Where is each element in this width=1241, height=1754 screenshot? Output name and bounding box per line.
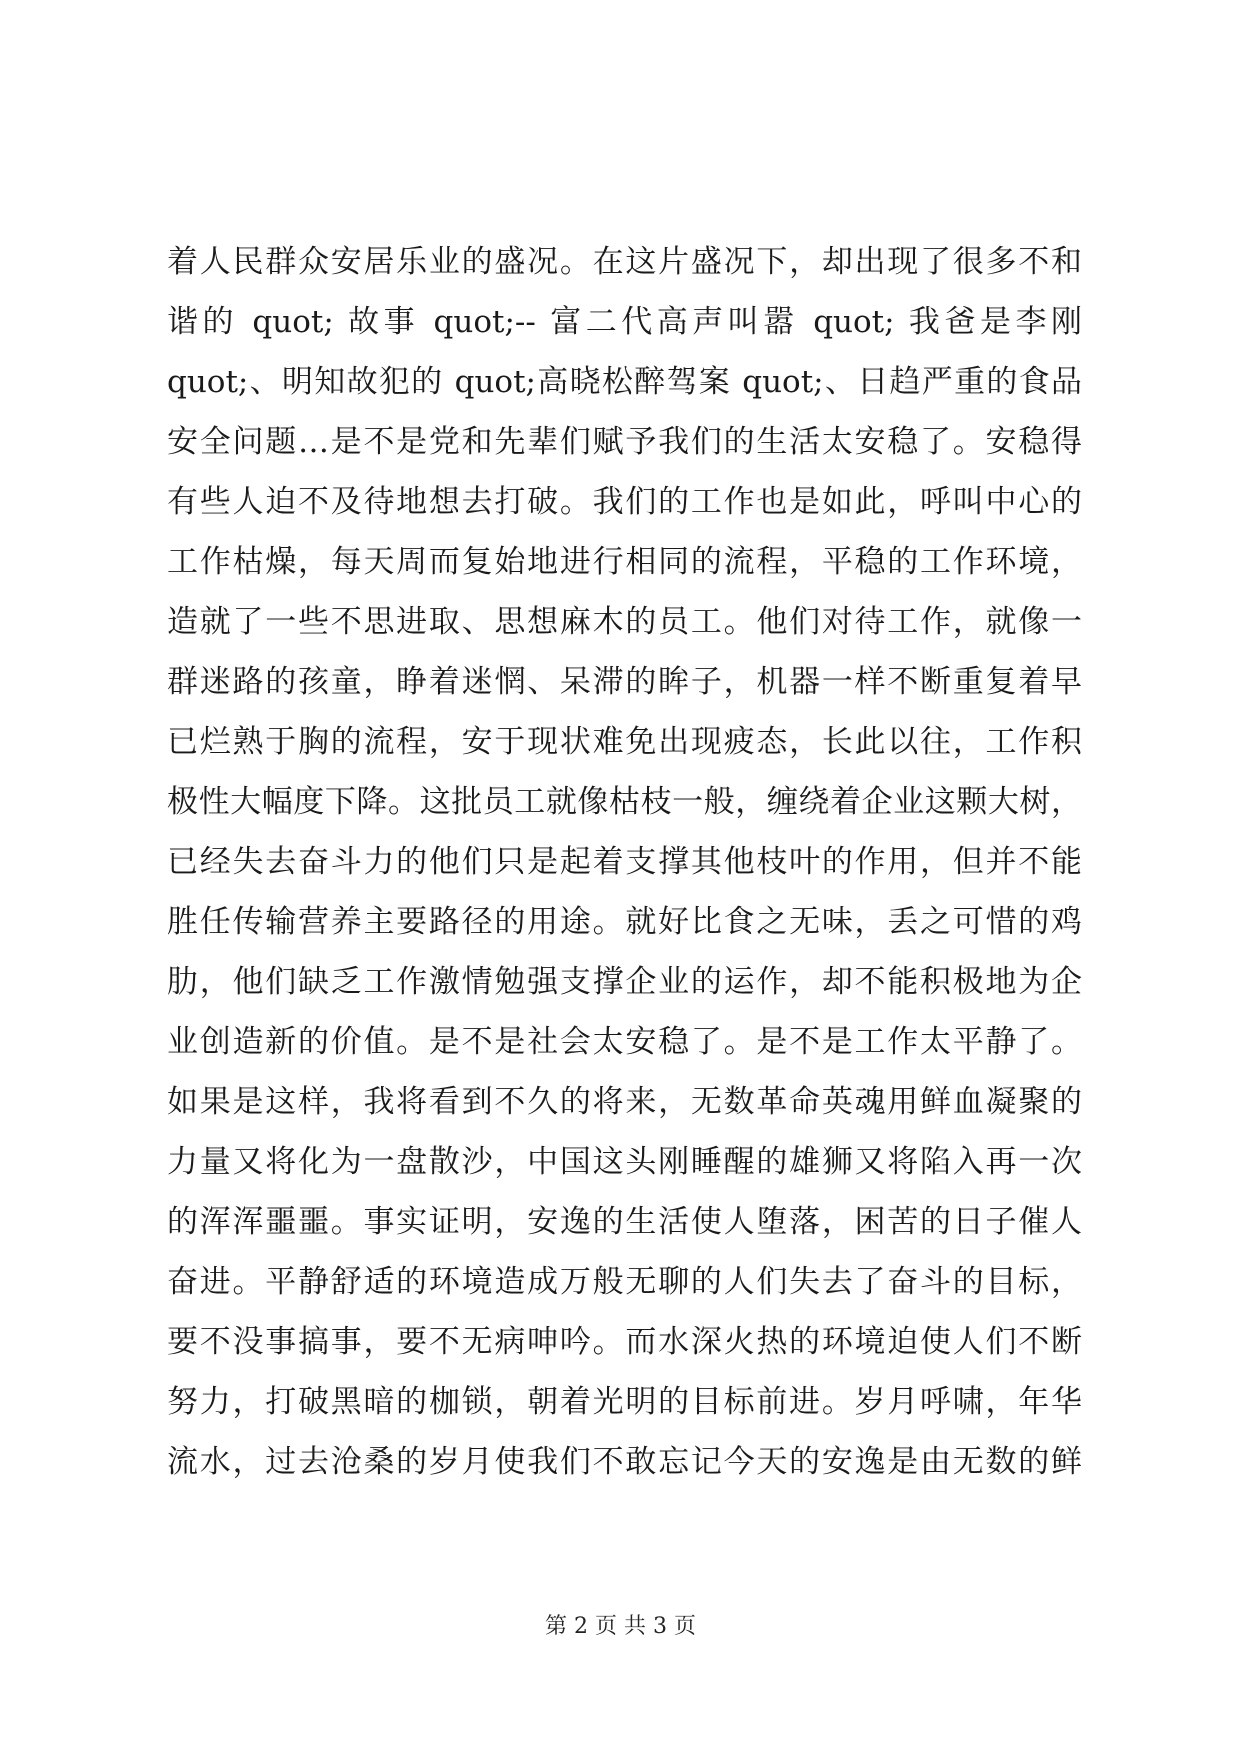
text-line: 有些人迫不及待地想去打破。我们的工作也是如此，呼叫中心的 [167, 484, 1082, 520]
text-line: 着人民群众安居乐业的盛况。在这片盛况下，却出现了很多不和 [167, 244, 1082, 280]
text-line: 力量又将化为一盘散沙，中国这头刚睡醒的雄狮又将陷入再一次 [167, 1144, 1082, 1180]
text-line: 胜任传输营养主要路径的用途。就好比食之无味，丢之可惜的鸡 [167, 904, 1082, 940]
text-line: 努力，打破黑暗的枷锁，朝着光明的目标前进。岁月呼啸，年华 [167, 1384, 1082, 1420]
body-text [167, 232, 1082, 1492]
text-line: 工作枯燥，每天周而复始地进行相同的流程，平稳的工作环境， [167, 544, 1082, 580]
text-line: 流水，过去沧桑的岁月使我们不敢忘记今天的安逸是由无数的鲜 [167, 1444, 1082, 1480]
text-line: 业创造新的价值。是不是社会太安稳了。是不是工作太平静了。 [167, 1024, 1082, 1060]
page-number-footer: 第 2 页 共 3 页 [545, 1614, 696, 1639]
text-line: 已烂熟于胸的流程，安于现状难免出现疲态，长此以往，工作积 [167, 724, 1082, 760]
text-line: 造就了一些不思进取、思想麻木的员工。他们对待工作，就像一 [167, 604, 1082, 640]
text-line: quot;、明知故犯的 quot;高晓松醉驾案 quot;、日趋严重的食品 [167, 364, 1082, 400]
text-line: 已经失去奋斗力的他们只是起着支撑其他枝叶的作用，但并不能 [167, 844, 1082, 880]
text-line: 群迷路的孩童，睁着迷惘、呆滞的眸子，机器一样不断重复着早 [167, 664, 1082, 700]
text-line: 谐的 quot; 故事 quot;-- 富二代高声叫嚣 quot; 我爸是李刚 [167, 304, 1082, 340]
text-line: 要不没事搞事，要不无病呻吟。而水深火热的环境迫使人们不断 [167, 1324, 1082, 1360]
text-line: 的浑浑噩噩。事实证明，安逸的生活使人堕落，困苦的日子催人 [167, 1204, 1082, 1240]
text-line: 安全问题…是不是党和先辈们赋予我们的生活太安稳了。安稳得 [167, 424, 1082, 460]
text-line: 如果是这样，我将看到不久的将来，无数革命英魂用鲜血凝聚的 [167, 1084, 1082, 1120]
text-line: 肋，他们缺乏工作激情勉强支撑企业的运作，却不能积极地为企 [167, 964, 1082, 1000]
text-line: 奋进。平静舒适的环境造成万般无聊的人们失去了奋斗的目标， [167, 1264, 1082, 1300]
text-line: 极性大幅度下降。这批员工就像枯枝一般，缠绕着企业这颗大树， [167, 784, 1082, 820]
